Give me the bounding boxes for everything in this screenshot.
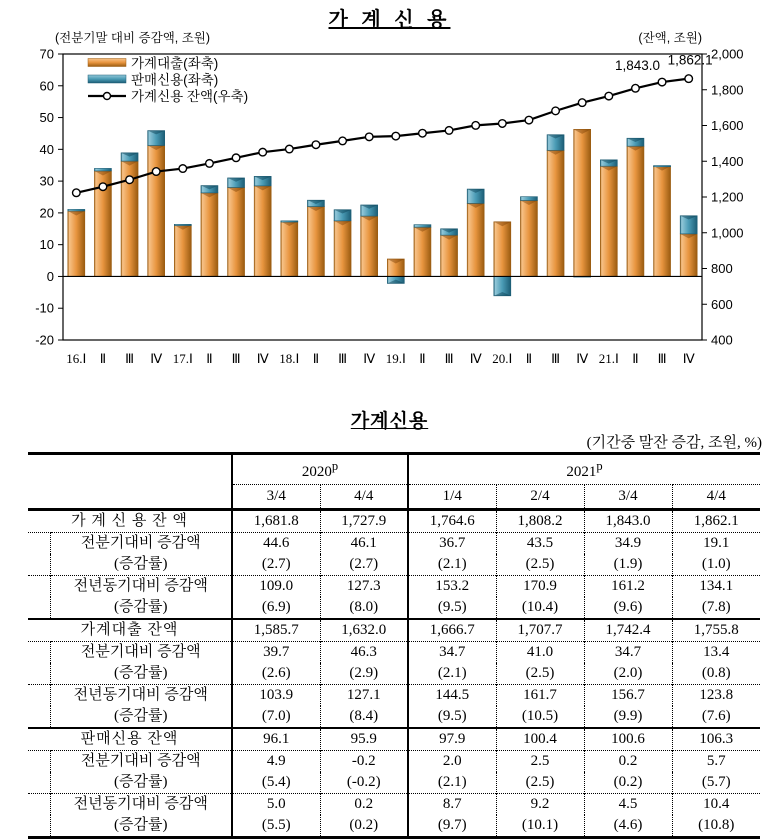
table-subtitle: (기간중 말잔 증감, 조원, %) (586, 435, 762, 451)
value-cell: 97.9 (408, 728, 496, 751)
left-axis-tick-label: -20 (35, 332, 54, 348)
left-axis-tick-label: 10 (39, 237, 54, 253)
row-label: 전분기대비 증감액 (50, 751, 232, 773)
table-row (28, 576, 760, 598)
value-cell: 1,727.9 (320, 510, 408, 533)
left-axis-tick-label: 50 (39, 110, 54, 126)
section-label: 판매신용 잔액 (28, 728, 232, 751)
right-axis-tick-label: 400 (711, 332, 733, 348)
value-cell: 1,585.7 (232, 619, 320, 642)
corner-cell (28, 454, 232, 510)
x-axis-label: Ⅲ (125, 351, 135, 366)
data-point (179, 165, 187, 173)
x-axis-label: Ⅱ (312, 351, 320, 366)
right-axis-tick-label: 1,400 (711, 153, 744, 169)
value-cell: (7.0) (232, 706, 320, 728)
value-cell: (9.5) (408, 597, 496, 619)
table-row (28, 728, 760, 751)
data-point (152, 168, 160, 176)
table-row (28, 554, 760, 576)
value-cell: 5.7 (672, 751, 760, 773)
table-row (28, 597, 760, 619)
table-row (28, 706, 760, 728)
row-label: 전년동기대비 증감액 (50, 576, 232, 598)
data-point (232, 154, 240, 162)
x-axis-label: 19.Ⅰ (385, 351, 406, 366)
legend-label: 가계대출(좌축) (131, 55, 219, 71)
value-cell: (10.1) (496, 815, 584, 838)
data-point (99, 183, 107, 191)
value-cell: 34.9 (584, 533, 672, 555)
value-cell: (2.0) (584, 663, 672, 685)
loan-bar (228, 187, 245, 276)
x-axis-label: Ⅲ (338, 351, 348, 366)
row-label: (증감률) (114, 774, 168, 790)
data-point (419, 129, 427, 137)
value-cell: 46.3 (320, 642, 408, 664)
table-row (28, 794, 760, 816)
x-axis-label: Ⅱ (525, 351, 533, 366)
sales-bar (281, 221, 298, 222)
x-axis-label: Ⅲ (444, 351, 454, 366)
value-cell: (-0.2) (320, 772, 408, 794)
left-axis-tick-label: 20 (39, 205, 54, 221)
value-cell: 1,764.6 (408, 510, 496, 533)
loan-bar (361, 216, 378, 276)
value-cell: (5.4) (232, 772, 320, 794)
value-cell: (9.9) (584, 706, 672, 728)
table-header-row (28, 454, 760, 485)
left-axis-tick-label: 30 (39, 173, 54, 189)
value-cell: 39.7 (232, 642, 320, 664)
value-cell: 43.5 (496, 533, 584, 555)
x-axis-label: Ⅱ (99, 351, 107, 366)
data-point (312, 141, 320, 149)
section-label: 가 계 신 용 잔 액 (28, 510, 232, 533)
data-point (605, 92, 613, 100)
right-axis-tick-label: 2,000 (711, 46, 744, 62)
loan-bar (334, 221, 351, 277)
data-point (552, 107, 560, 115)
value-cell: 2.0 (408, 751, 496, 773)
value-cell: 170.9 (496, 576, 584, 598)
loan-bar (520, 200, 537, 276)
legend-swatch-loans (88, 59, 126, 67)
value-cell: 1,755.8 (672, 619, 760, 642)
data-point (525, 116, 533, 124)
row-label: 전분기대비 증감액 (50, 642, 232, 664)
loan-bar (467, 203, 484, 276)
loan-bar (148, 146, 165, 277)
value-cell: 109.0 (232, 576, 320, 598)
indent-cell (28, 663, 50, 685)
right-axis-tick-label: 600 (711, 296, 733, 312)
sales-bar (414, 225, 431, 228)
x-axis-label: Ⅱ (632, 351, 639, 366)
table-row (28, 751, 760, 773)
row-label: (증감률) (114, 665, 168, 681)
sales-bar (654, 166, 671, 167)
value-cell: (0.2) (320, 815, 408, 838)
table-row (28, 815, 760, 838)
x-axis-label: Ⅳ (150, 351, 163, 366)
x-axis-label: Ⅱ (206, 351, 213, 366)
quarter-header: 3/4 (232, 485, 320, 510)
quarter-header: 1/4 (408, 485, 496, 510)
table-row (28, 685, 760, 707)
value-cell: (7.6) (672, 706, 760, 728)
indent-cell (28, 794, 50, 816)
household-credit-table (28, 452, 760, 839)
value-cell: (2.6) (232, 663, 320, 685)
value-cell: (6.9) (232, 597, 320, 619)
x-axis-label: 21.Ⅰ (598, 351, 619, 366)
sales-bar (94, 168, 111, 171)
x-axis-label: 20.Ⅰ (492, 351, 513, 366)
value-cell: 100.4 (496, 728, 584, 751)
data-point (126, 176, 134, 184)
x-axis-label: Ⅳ (256, 351, 269, 366)
data-point (392, 132, 400, 140)
value-cell: 1,742.4 (584, 619, 672, 642)
loan-bar (254, 186, 271, 277)
table-row (28, 663, 760, 685)
value-cell: 127.1 (320, 685, 408, 707)
value-cell: (2.1) (408, 554, 496, 576)
value-cell: 34.7 (408, 642, 496, 664)
value-cell: (10.4) (496, 597, 584, 619)
right-axis-caption: (잔액, 조원) (638, 31, 702, 45)
left-axis-tick-label: 40 (39, 141, 54, 157)
x-axis-label: Ⅲ (231, 351, 241, 366)
row-label: 전년동기대비 증감액 (50, 794, 232, 816)
quarter-header: 3/4 (584, 485, 672, 510)
value-cell: (2.5) (496, 772, 584, 794)
value-cell: 36.7 (408, 533, 496, 555)
data-point (206, 160, 214, 168)
loan-bar (547, 150, 564, 276)
value-cell: 153.2 (408, 576, 496, 598)
loan-bar (307, 207, 324, 277)
indent-cell (28, 685, 50, 707)
data-point (286, 145, 294, 153)
value-cell: (2.1) (408, 772, 496, 794)
indent-cell (28, 533, 50, 555)
value-cell: 161.2 (584, 576, 672, 598)
quarter-header: 4/4 (320, 485, 408, 510)
data-point (73, 189, 81, 197)
table-row (28, 510, 760, 533)
x-axis-label: Ⅳ (576, 351, 589, 366)
value-cell: 13.4 (672, 642, 760, 664)
value-cell: (2.7) (232, 554, 320, 576)
quarter-header: 4/4 (672, 485, 760, 510)
left-axis-caption: (전분기말 대비 증감액, 조원) (55, 31, 211, 45)
table-title: 가계신용 (350, 411, 429, 432)
data-point (685, 75, 693, 83)
loan-bar (441, 235, 458, 276)
value-cell: (8.0) (320, 597, 408, 619)
value-cell: 1,707.7 (496, 619, 584, 642)
value-cell: 34.7 (584, 642, 672, 664)
value-cell: (10.8) (672, 815, 760, 838)
value-cell: 144.5 (408, 685, 496, 707)
value-cell: 4.5 (584, 794, 672, 816)
value-cell: 8.7 (408, 794, 496, 816)
value-cell: (5.5) (232, 815, 320, 838)
indent-cell (28, 597, 50, 619)
table-row (28, 619, 760, 642)
left-axis-tick-label: 60 (39, 78, 54, 94)
x-axis-label: Ⅲ (657, 351, 667, 366)
household-credit-chart (0, 0, 779, 375)
value-cell: (9.7) (408, 815, 496, 838)
value-cell: (4.6) (584, 815, 672, 838)
value-cell: 1,632.0 (320, 619, 408, 642)
right-axis-tick-label: 1,600 (711, 118, 744, 133)
row-label: (증감률) (114, 708, 168, 724)
right-axis-tick-label: 1,000 (711, 225, 744, 241)
value-cell: 95.9 (320, 728, 408, 751)
value-cell: 127.3 (320, 576, 408, 598)
data-point (472, 122, 480, 130)
x-axis-label: 17.Ⅰ (172, 351, 193, 366)
value-cell: 1,681.8 (232, 510, 320, 533)
indent-cell (28, 751, 50, 773)
x-axis-label: 18.Ⅰ (279, 351, 300, 366)
value-cell: 106.3 (672, 728, 760, 751)
value-cell: 41.0 (496, 642, 584, 664)
value-cell: (9.5) (408, 706, 496, 728)
right-axis-tick-label: 800 (711, 261, 733, 276)
legend-swatch-sales (88, 75, 126, 83)
data-point (499, 120, 507, 128)
indent-cell (28, 642, 50, 664)
row-label: 전분기대비 증감액 (50, 533, 232, 555)
value-cell: (1.9) (584, 554, 672, 576)
section-label: 가계대출 잔액 (28, 619, 232, 642)
legend-marker-balance (104, 93, 111, 100)
value-cell: 1,843.0 (584, 510, 672, 533)
value-cell: (8.4) (320, 706, 408, 728)
value-cell: (1.0) (672, 554, 760, 576)
left-axis-tick-label: 0 (46, 268, 54, 284)
value-cell: (7.8) (672, 597, 760, 619)
year-header: 2020$^p$ (232, 454, 408, 485)
row-label: (증감률) (114, 599, 168, 615)
indent-cell (28, 576, 50, 598)
table-row (28, 642, 760, 664)
value-cell: 156.7 (584, 685, 672, 707)
data-point (365, 133, 373, 141)
sales-bar (68, 209, 85, 211)
value-cell: 100.6 (584, 728, 672, 751)
quarter-header: 2/4 (496, 485, 584, 510)
value-cell: 1,862.1 (672, 510, 760, 533)
right-axis-tick-label: 1,200 (711, 189, 744, 205)
value-cell: -0.2 (320, 751, 408, 773)
loan-bar (281, 221, 298, 276)
right-axis-tick-label: 1,800 (711, 82, 744, 98)
value-cell: (2.9) (320, 663, 408, 685)
value-cell: (2.1) (408, 663, 496, 685)
loan-bar (68, 211, 85, 276)
value-cell: 19.1 (672, 533, 760, 555)
loan-bar (574, 129, 591, 276)
indent-cell (28, 554, 50, 576)
indent-cell (28, 815, 50, 838)
x-axis-label: Ⅳ (469, 351, 482, 366)
value-cell: (5.7) (672, 772, 760, 794)
sales-bar (174, 224, 191, 225)
data-point (445, 127, 453, 135)
row-label: 전년동기대비 증감액 (50, 685, 232, 707)
data-point (259, 148, 267, 156)
indent-cell (28, 706, 50, 728)
value-cell: 4.9 (232, 751, 320, 773)
value-cell: 134.1 (672, 576, 760, 598)
loan-bar (174, 225, 191, 276)
x-axis-label: Ⅲ (551, 351, 561, 366)
legend-label: 판매신용(좌축) (131, 72, 219, 88)
loan-bar (201, 193, 218, 277)
year-header: 2021$^p$ (408, 454, 760, 485)
indent-cell (28, 772, 50, 794)
value-cell: 161.7 (496, 685, 584, 707)
loan-bar (654, 166, 671, 276)
x-axis-label: Ⅱ (419, 351, 426, 366)
sales-bar (520, 197, 537, 201)
x-axis-label: Ⅳ (682, 351, 695, 366)
value-cell: 103.9 (232, 685, 320, 707)
left-axis-tick-label: 70 (39, 46, 54, 62)
value-cell: 0.2 (320, 794, 408, 816)
legend-label: 가계신용 잔액(우축) (131, 88, 249, 104)
x-axis-label: Ⅳ (363, 351, 376, 366)
left-axis-tick-label: -10 (35, 300, 54, 316)
chart-title: 가 계 신 용 (328, 9, 451, 31)
value-cell: 0.2 (584, 751, 672, 773)
value-cell: 9.2 (496, 794, 584, 816)
value-cell: 2.5 (496, 751, 584, 773)
x-axis-label: 16.Ⅰ (66, 351, 87, 366)
value-cell: 123.8 (672, 685, 760, 707)
loan-bar (680, 234, 697, 277)
balance-annotation: 1,843.0 (615, 58, 661, 74)
data-point (658, 78, 666, 86)
value-cell: (0.2) (584, 772, 672, 794)
loan-bar (494, 222, 511, 277)
row-label: (증감률) (114, 556, 168, 572)
row-label: (증감률) (50, 815, 232, 838)
value-cell: (0.8) (672, 663, 760, 685)
value-cell: (2.5) (496, 663, 584, 685)
value-cell: (2.7) (320, 554, 408, 576)
loan-bar (414, 227, 431, 276)
loan-bar (627, 146, 644, 276)
table-row (28, 533, 760, 555)
value-cell: (10.5) (496, 706, 584, 728)
data-point (578, 99, 586, 107)
value-cell: 1,666.7 (408, 619, 496, 642)
value-cell: 46.1 (320, 533, 408, 555)
value-cell: 10.4 (672, 794, 760, 816)
value-cell: 5.0 (232, 794, 320, 816)
data-point (339, 137, 347, 145)
value-cell: (9.6) (584, 597, 672, 619)
value-cell: 1,808.2 (496, 510, 584, 533)
table-row (28, 772, 760, 794)
value-cell: (2.5) (496, 554, 584, 576)
data-point (632, 84, 640, 92)
loan-bar (600, 166, 617, 276)
value-cell: 44.6 (232, 533, 320, 555)
value-cell: 96.1 (232, 728, 320, 751)
balance-annotation: 1,862.1 (667, 52, 713, 68)
